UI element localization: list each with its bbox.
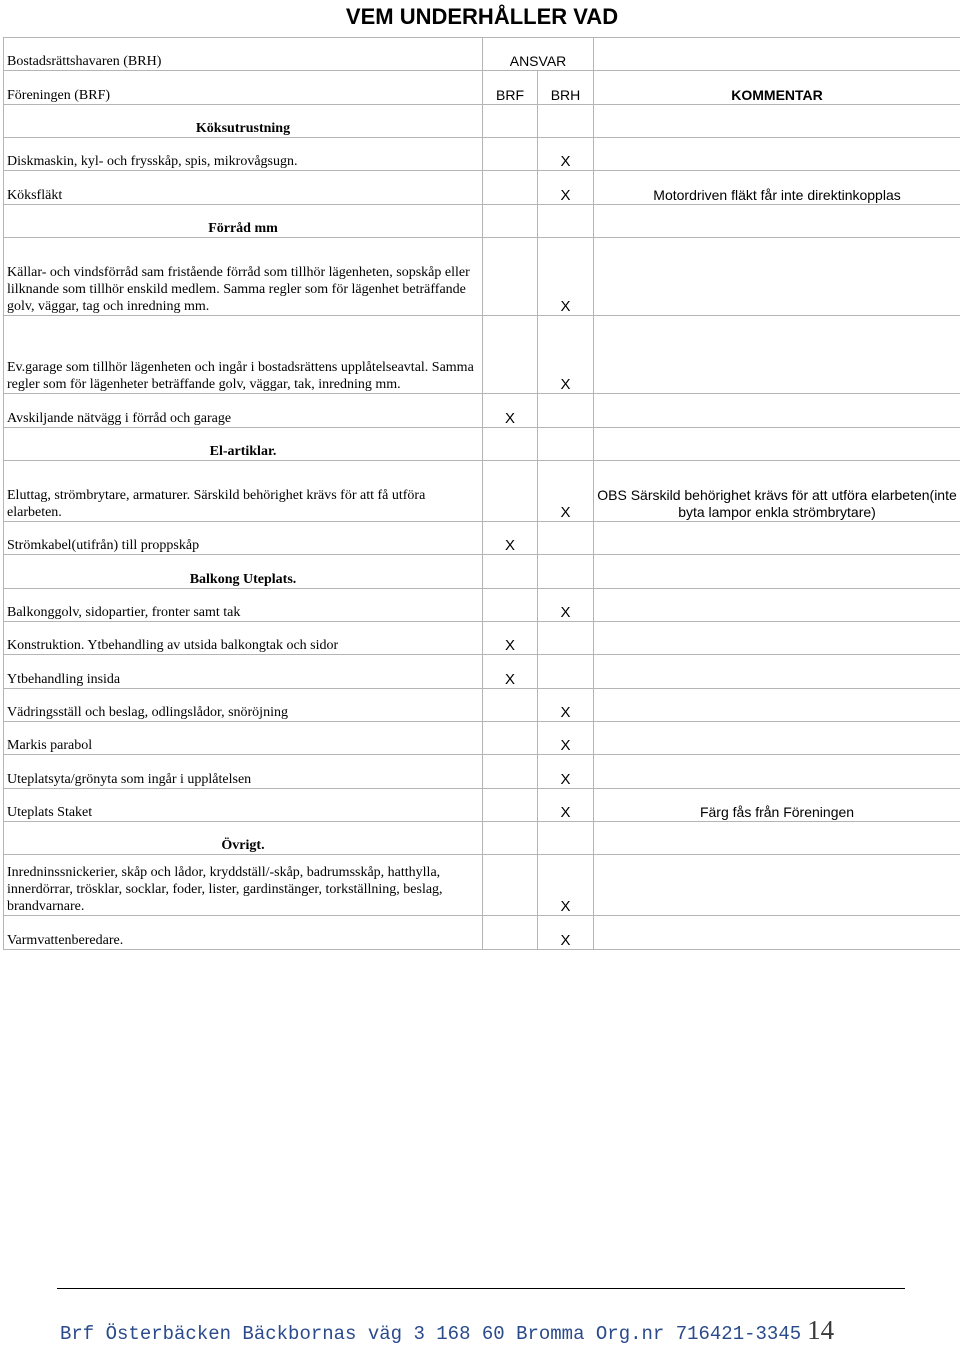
table-row: [4, 855, 960, 916]
table-row: [4, 789, 960, 822]
brh-mark: X: [538, 855, 594, 916]
table-row: [4, 722, 960, 755]
table-row: [4, 138, 960, 171]
row-label: Avskiljande nätvägg i förråd och garage: [4, 394, 483, 428]
brf-mark: X: [483, 394, 538, 428]
table-row: [4, 755, 960, 789]
row-label: Konstruktion. Ytbehandling av utsida balkongtak och sidor: [4, 622, 483, 655]
section-row-forrad: [4, 205, 960, 238]
brh-mark: X: [538, 722, 594, 755]
row-label: Ytbehandling insida: [4, 655, 483, 689]
ansvar-header: ANSVAR: [483, 38, 594, 71]
table-row: [4, 589, 960, 622]
brh-mark: X: [538, 755, 594, 789]
responsibility-table: [3, 37, 960, 950]
page-number: 14: [807, 1315, 835, 1345]
row-label: Uteplatsyta/grönyta som ingår i upplåtelsen: [4, 755, 483, 789]
section-row-ovrigt: [4, 822, 960, 855]
brf-mark: X: [483, 655, 538, 689]
row-label: Uteplats Staket: [4, 789, 483, 822]
row-label: Vädringsställ och beslag, odlingslådor, snöröjning: [4, 689, 483, 722]
brh-mark: X: [538, 589, 594, 622]
row-label: Källar- och vindsförråd sam fristående förråd som tillhör lägenheten, sopskåp eller lilknande som tillhör enskild medlem. Samma regler som för lägenhet beträffande golv, väggar, tag och inredning mm.: [4, 238, 483, 316]
section-heading-forrad: Förråd mm: [4, 205, 483, 238]
table-row: [4, 622, 960, 655]
row-label: Strömkabel(utifrån) till proppskåp: [4, 522, 483, 555]
table-row: [4, 461, 960, 522]
row-label: Diskmaskin, kyl- och frysskåp, spis, mikrovågsugn.: [4, 138, 483, 171]
row-comment: Motordriven fläkt får inte direktinkopplas: [594, 171, 960, 205]
table-row: [4, 689, 960, 722]
brf-column-header: BRF: [483, 71, 538, 105]
row-comment: Färg fås från Föreningen: [594, 789, 960, 822]
kommentar-column-header: KOMMENTAR: [594, 71, 960, 105]
table-row: [4, 916, 960, 950]
section-heading-ovrigt: Övrigt.: [4, 822, 483, 855]
brh-mark: X: [538, 789, 594, 822]
brh-mark: X: [538, 689, 594, 722]
table-row: [4, 655, 960, 689]
legend-brh: Bostadsrättshavaren (BRH): [4, 38, 483, 71]
row-comment: OBS Särskild behörighet krävs för att utföra elarbeten(inte byta lampor enkla strömbrytare): [594, 461, 960, 522]
footer: [60, 1316, 834, 1348]
brh-mark: X: [538, 138, 594, 171]
table-row: [4, 316, 960, 394]
footer-address: Brf Österbäcken Bäckbornas väg 3 168 60 Bromma Org.nr 716421-3345: [60, 1323, 802, 1345]
section-row-kok: [4, 105, 960, 138]
brh-mark: X: [538, 171, 594, 205]
brh-mark: X: [538, 238, 594, 316]
legend-row-brh: [4, 38, 960, 71]
row-label: Köksfläkt: [4, 171, 483, 205]
brf-mark: X: [483, 622, 538, 655]
row-label: Inredninssnickerier, skåp och lådor, kryddställ/-skåp, badrumsskåp, hatthylla, innerdörrar, trösklar, socklar, foder, lister, gardinstänger, torkställning, beslag, brandvarnare.: [4, 855, 483, 916]
row-label: Markis parabol: [4, 722, 483, 755]
legend-row-brf: [4, 71, 960, 105]
brh-mark: X: [538, 316, 594, 394]
row-label: Varmvattenberedare.: [4, 916, 483, 950]
table-row: [4, 171, 960, 205]
table-row: [4, 394, 960, 428]
row-label: Eluttag, strömbrytare, armaturer. Särskild behörighet krävs för att få utföra elarbeten.: [4, 461, 483, 522]
table-row: [4, 238, 960, 316]
page-title: VEM UNDERHÅLLER VAD: [345, 4, 619, 29]
section-heading-kok: Köksutrustning: [4, 105, 483, 138]
section-row-balkong: [4, 555, 960, 589]
footer-divider: [57, 1288, 905, 1289]
brh-mark: X: [538, 916, 594, 950]
section-heading-el: El-artiklar.: [4, 428, 483, 461]
section-heading-balkong: Balkong Uteplats.: [4, 555, 483, 589]
row-label: Ev.garage som tillhör lägenheten och ingår i bostadsrättens upplåtelseavtal. Samma regler som för lägenheter beträffande golv, väggar, tak, inredning mm.: [4, 316, 483, 394]
row-label: Balkonggolv, sidopartier, fronter samt tak: [4, 589, 483, 622]
brf-mark: X: [483, 522, 538, 555]
brh-column-header: BRH: [538, 71, 594, 105]
table-row: [4, 522, 960, 555]
brh-mark: X: [538, 461, 594, 522]
section-row-el: [4, 428, 960, 461]
legend-brf: Föreningen (BRF): [4, 71, 483, 105]
